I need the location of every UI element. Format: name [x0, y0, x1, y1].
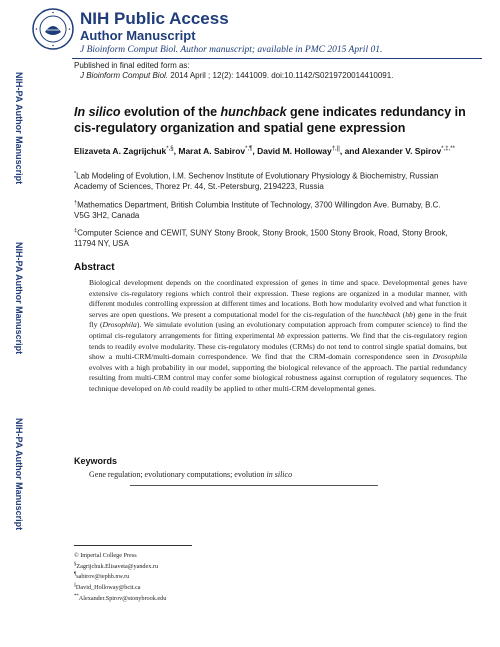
- author-name: Marat A. Sabirov: [178, 145, 246, 156]
- affiliation: [74, 169, 454, 193]
- header-rule: [72, 58, 482, 59]
- abstract-italic: hb: [405, 309, 413, 319]
- author-name: Elizaveta A. Zagrijchuk: [74, 145, 167, 156]
- footnote-mark: ||: [74, 582, 76, 588]
- footnote-mark: **: [74, 593, 79, 599]
- abstract-text: ). We simulate evolution (using an evolutionary computation approach from computer science) to find the optimal cis-regulatory arrangements for fitting experimental: [89, 320, 467, 340]
- footnote: [74, 561, 374, 572]
- side-label-top: NIH-PA Author Manuscript: [14, 72, 24, 185]
- nih-seal-icon: [32, 8, 74, 50]
- keywords-rule: [130, 485, 378, 486]
- side-label-middle: NIH-PA Author Manuscript: [14, 242, 24, 355]
- footnote-email[interactable]: Alexander.Spirov@stonybrook.edu: [78, 594, 167, 602]
- citation-details: 2014 April ; 12(2): 1441009. doi:10.1142/S0219720014410091.: [168, 71, 394, 80]
- abstract-text: evolves with a high probability in our model, supporting the biological relevance of the approach. The partial redundancy resulting from multi-CRM control may confer some biological robustness against corruption of regulatory sequences. The technique developed on: [89, 362, 467, 393]
- abstract-italic: hunchback: [367, 309, 401, 319]
- abstract-heading: Abstract: [74, 262, 115, 273]
- citation: [74, 71, 484, 81]
- footnote-email[interactable]: Zagrijchuk.Elisaveta@yandex.ru: [76, 562, 159, 570]
- footnote-rule: [74, 545, 192, 546]
- published-label: Published in final edited form as:: [74, 61, 190, 70]
- manuscript-label: Author Manuscript: [80, 28, 196, 43]
- footnote-text: © Imperial College Press: [74, 552, 137, 560]
- author-separator: ,: [173, 145, 179, 156]
- author-marks: *,‡,**: [441, 146, 455, 152]
- author-separator: , and: [339, 145, 362, 156]
- availability-note: Author manuscript; available in PMC 2015 April 01.: [178, 45, 383, 55]
- title-part-2: evolution of the: [120, 105, 221, 119]
- abstract-text: could readily be applied to other multi-CRM developmental genes.: [170, 383, 377, 393]
- affiliation-text: Computer Science and CEWIT, SUNY Stony Brook, Stony Brook, 1500 Stony Brook, Road, Stony Brook, 11794 NY, USA: [74, 228, 448, 249]
- journal-abbrev[interactable]: J Bioinform Comput Biol.: [80, 45, 179, 55]
- affiliation-mark: †: [74, 200, 78, 206]
- author-name: Alexander V. Spirov: [361, 145, 442, 156]
- author-marks: *,§: [166, 146, 174, 152]
- header: [80, 9, 480, 56]
- abstract-italic: hb: [163, 383, 171, 393]
- footnote-mark: ¶: [74, 572, 77, 578]
- abstract-italic: Drosophila: [102, 320, 137, 330]
- affiliation-mark: *: [74, 171, 77, 177]
- affiliation: [74, 198, 454, 222]
- affiliation: [74, 226, 454, 250]
- abstract-italic: hb: [277, 330, 285, 340]
- journal-availability: [80, 44, 480, 56]
- footnote-email[interactable]: David_Holloway@bcit.ca: [75, 584, 141, 592]
- footnote: [74, 571, 374, 582]
- affiliation-text: Lab Modeling of Evolution, I.M. Sechenov Institute of Evolutionary Physiology & Biochemistry, Russian Academy of Sciences, Thorez Pr. 44, St.-Petersburg, 2194223, Russia: [74, 171, 439, 192]
- side-label-bottom: NIH-PA Author Manuscript: [14, 418, 24, 531]
- author-name: David M. Holloway: [257, 145, 332, 156]
- author-marks: †,||: [331, 146, 340, 152]
- title-part-4: gene indicates redundancy in cis-regulatory organization and spatial gene expression: [74, 105, 466, 135]
- keywords-text: [89, 470, 469, 480]
- affiliation-mark: ‡: [74, 228, 78, 234]
- footnote-mark: §: [74, 561, 77, 567]
- footnote: [74, 550, 374, 561]
- abstract-text: Biological development depends on the coordinated expression of genes in time and space. Developmental genes have extensive cis-regulatory regions which control their expression. These regions are organized in a modular manner, with different modules controlling expression at different times and locations. Both how modularity evolved and what function it serves are open questions. We present a computational model for the cis-regulation of the: [89, 278, 467, 319]
- footnotes: [74, 550, 374, 603]
- publication-info: [74, 61, 484, 81]
- keywords-list: Gene regulation; evolutionary computations; evolution: [89, 470, 267, 479]
- keywords-heading: Keywords: [74, 456, 118, 466]
- nih-title: NIH Public Access: [80, 9, 229, 28]
- keywords-italic: in silico: [266, 470, 293, 479]
- title-part-3: hunchback: [220, 105, 287, 119]
- footnote: [74, 593, 374, 604]
- footnote-email[interactable]: sabirov@iephb.nw.ru: [76, 573, 130, 581]
- citation-journal: J Bioinform Comput Biol.: [80, 71, 169, 80]
- title-part-1: In silico: [74, 105, 121, 119]
- author-separator: ,: [252, 145, 258, 156]
- abstract-italic: Drosophila: [432, 352, 467, 362]
- abstract-body: [89, 278, 467, 395]
- footnote: [74, 582, 374, 593]
- affiliation-text: Mathematics Department, British Columbia Institute of Technology, 3700 Willingdon Ave. Burnaby, B.C. V5G 3H2, Canada: [74, 200, 441, 221]
- author-list: [74, 144, 484, 157]
- article-title: [74, 104, 484, 136]
- abstract-text: ) gene in the fruit fly (: [89, 309, 468, 330]
- author-marks: *,¶: [245, 146, 253, 152]
- abstract-text: expression patterns. We find that the cis-regulatory region tends to readily evolve modularity. These cis-regulatory modules (CRMs) do not tend to control single spatial domains, but show a multi-CRM/multi-domain correspondence. We find that the CRM-domain correspondence seen in: [89, 330, 468, 362]
- abstract-text: (: [400, 309, 406, 319]
